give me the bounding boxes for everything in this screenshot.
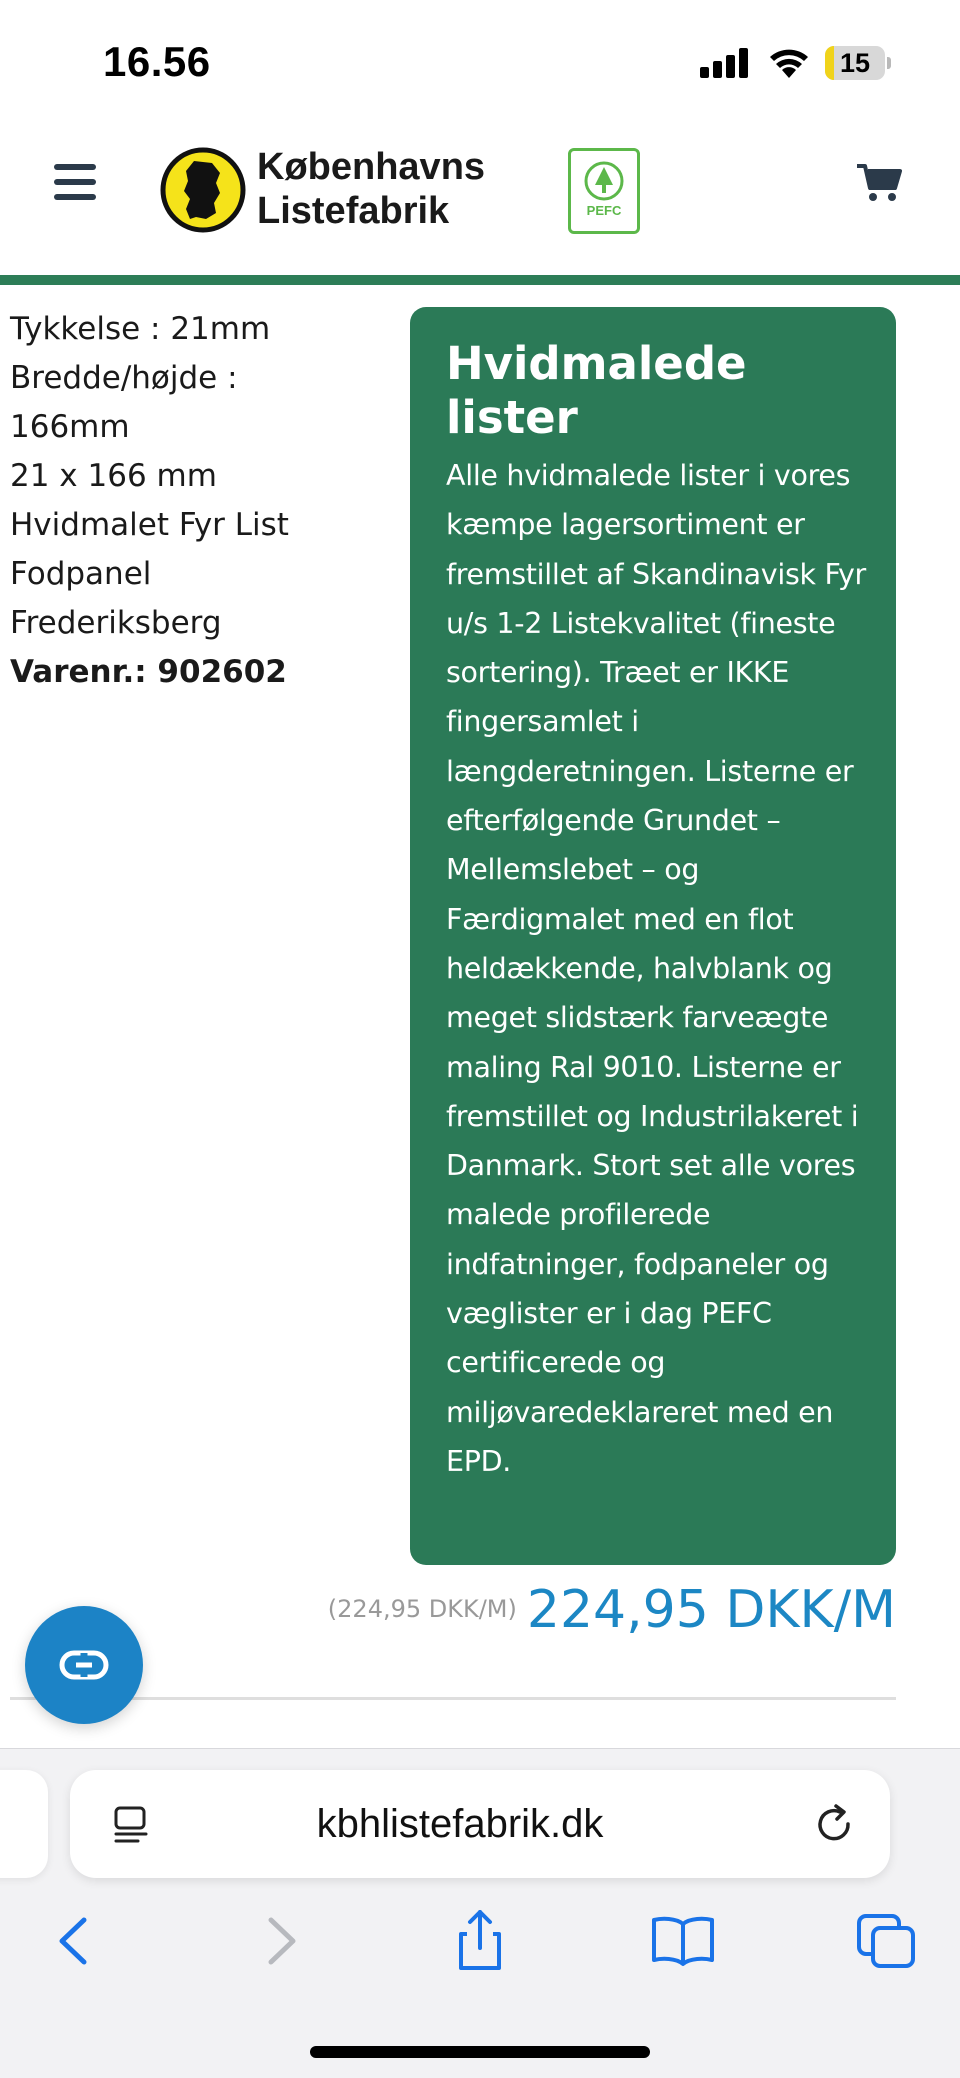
price-secondary: (224,95 DKK/M) [327, 1595, 517, 1623]
price-primary: 224,95 DKK/M [526, 1580, 896, 1640]
url-text[interactable]: kbhlistefabrik.dk [316, 1802, 604, 1846]
logo-line2: Listefabrik [257, 190, 450, 232]
product-specs [10, 305, 390, 697]
spec-line: 166mm [10, 409, 130, 445]
reader-page-icon[interactable] [110, 1804, 152, 1846]
share-icon[interactable] [445, 1910, 515, 1972]
battery-icon [825, 46, 891, 80]
item-number: Varenr.: 902602 [10, 654, 287, 690]
spec-line: Bredde/højde : [10, 360, 238, 396]
tabs-icon[interactable] [853, 1910, 923, 1972]
wifi-icon [768, 45, 810, 79]
status-bar [0, 0, 960, 120]
spec-line: Frederiksberg [10, 605, 222, 641]
spec-line: Fodpanel [10, 556, 152, 592]
reload-icon[interactable] [812, 1802, 858, 1848]
shopping-cart-icon[interactable] [855, 160, 903, 204]
battery-level: 15 [839, 48, 871, 78]
logo-line1: Københavns [257, 146, 486, 188]
pefc-tree-icon [571, 151, 637, 231]
forward-icon[interactable] [245, 1910, 315, 1972]
logo-mark-icon [160, 147, 246, 233]
header-divider [0, 275, 960, 285]
previous-tab-preview[interactable] [0, 1770, 48, 1878]
pefc-label: PEFC [586, 203, 622, 218]
description-body: Alle hvidmalede lister i vores kæmpe lagersortiment er fremstillet af Skandinavisk Fyr u/s 1-2 Listekvalitet (fineste sortering). Træet er IKKE fingersamlet i længderetningen. Listerne er efterfølgende Grundet – Mellemslebet – og Færdigmalet med en flot heldækkende, halvblank og meget slidstærk farveægte maling Ral 9010. Listerne er fremstillet og Industrilakeret i Danmark. Stort set alle vores malede profilerede indfatninger, fodpaneler og væglister er i dag PEFC certificerede og miljøvaredeklareret med en EPD. [446, 459, 866, 1478]
pefc-badge [568, 148, 640, 234]
status-time: 16.56 [103, 38, 211, 85]
hamburger-menu-icon[interactable] [54, 164, 96, 200]
price-row [280, 1580, 896, 1650]
spec-line: Tykkelse : 21mm [10, 311, 271, 347]
back-icon[interactable] [40, 1910, 110, 1972]
chat-button[interactable] [25, 1606, 143, 1724]
cellular-signal-icon [700, 48, 750, 78]
spec-line: Hvidmalet Fyr List [10, 507, 289, 543]
address-bar[interactable] [70, 1770, 890, 1878]
home-indicator [310, 2046, 650, 2058]
description-card [410, 307, 896, 1565]
content-divider [10, 1697, 896, 1700]
spec-line: 21 x 166 mm [10, 458, 217, 494]
bookmarks-icon[interactable] [648, 1910, 718, 1972]
description-title: Hvidmalede lister [446, 337, 747, 444]
site-logo[interactable] [160, 145, 520, 240]
chat-link-icon [59, 1650, 109, 1680]
